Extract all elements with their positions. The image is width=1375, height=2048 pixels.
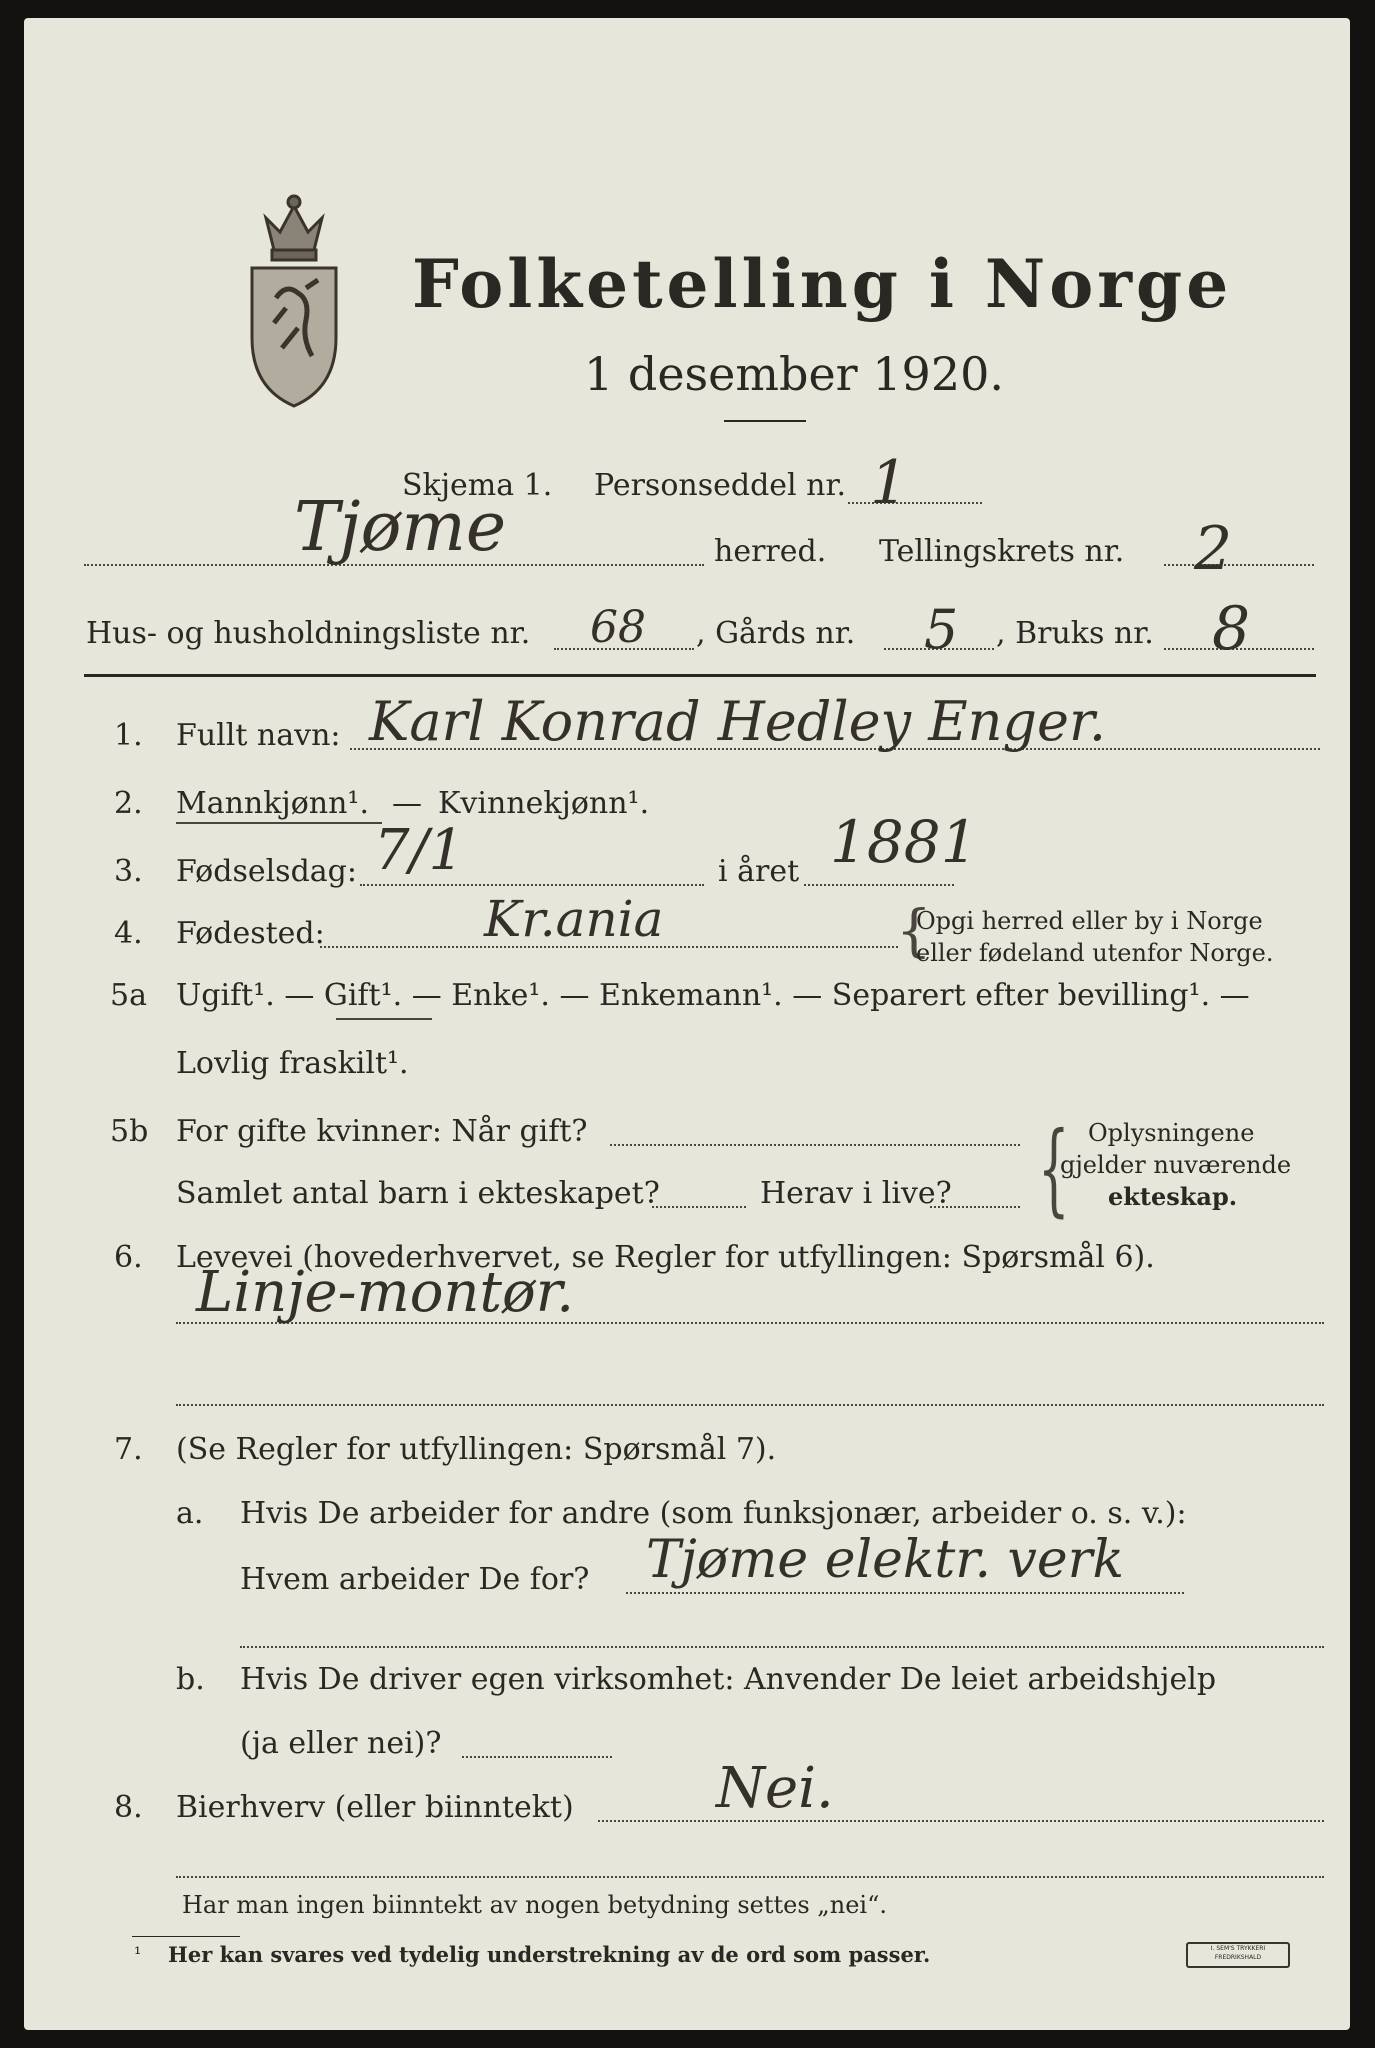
q7a-letter: a. (176, 1496, 204, 1531)
bruks-label: , Bruks nr. (996, 616, 1154, 651)
employer-label: Hvem arbeider De for? (240, 1562, 590, 1597)
q6-number: 6. (114, 1240, 143, 1275)
q4-label: Fødested: (176, 916, 325, 951)
occupation-label: Levevei (hovederhvervet, se Regler for utfyllingen: Spørsmål 6). (176, 1240, 1155, 1275)
occupation-field-2[interactable] (176, 1404, 1324, 1406)
footnote-mark: ¹ (134, 1944, 142, 1965)
marital-status-options[interactable]: Ugift¹. — Gift¹. — Enke¹. — Enkemann¹. — Separert efter bevilling¹. — (176, 978, 1250, 1013)
skjema-label: Skjema 1. (402, 468, 553, 503)
q3-label: Fødselsdag: (176, 854, 357, 889)
q7b-letter: b. (176, 1662, 205, 1697)
q7b-question: Hvis De driver egen virksomhet: Anvender De leiet arbeidshjelp (240, 1662, 1217, 1697)
herred-label: herred. (714, 534, 827, 569)
brace-q4: { (896, 899, 932, 964)
personseddel-field[interactable] (848, 502, 982, 504)
q2-number: 2. (114, 786, 143, 821)
q7-label: (Se Regler for utfyllingen: Spørsmål 7). (176, 1432, 777, 1467)
marriage-note-1: Oplysningene (1088, 1119, 1255, 1147)
q5a-number: 5a (110, 978, 147, 1013)
birthdate-value: 7/1 (374, 818, 465, 883)
married-underline (336, 1018, 432, 1020)
header-divider (84, 674, 1316, 677)
footnote-text: Her kan svares ved tydelig understrekning av de ord som passer. (168, 1942, 931, 1967)
q7a-question: Hvis De arbeider for andre (som funksjonær, arbeider o. s. v.): (240, 1496, 1187, 1531)
norwegian-coat-of-arms (246, 188, 342, 410)
personseddel-label: Personseddel nr. (594, 468, 847, 503)
gards-value: 5 (924, 598, 959, 661)
employer-value: Tjøme elektr. verk (646, 1530, 1125, 1590)
occupation-value: Linje-montør. (196, 1260, 575, 1325)
title-divider (724, 420, 806, 422)
employer-field[interactable] (626, 1592, 1184, 1594)
tellingskrets-label: Tellingskrets nr. (879, 534, 1125, 569)
q1-label: Fullt navn: (176, 718, 341, 753)
male-option[interactable]: Mannkjønn¹. (176, 786, 369, 821)
herred-value: Tjøme (294, 488, 507, 567)
sex-dash: — (392, 786, 422, 821)
birthplace-note-2: eller fødeland utenfor Norge. (916, 939, 1274, 967)
census-form-sheet (24, 18, 1350, 2030)
q1-number: 1. (114, 718, 143, 753)
full-name-value: Karl Konrad Hedley Enger. (369, 690, 1106, 753)
children-alive-label: Herav i live? (760, 1176, 952, 1211)
children-count-field[interactable] (652, 1206, 746, 1208)
birth-year-value: 1881 (830, 808, 978, 876)
printer-stamp-text: I. SEM'S TRYKKERI FREDRIKSHALD (1210, 1945, 1266, 1961)
marriage-note-2: gjelder nuværende (1060, 1151, 1292, 1179)
gards-label: , Gårds nr. (696, 616, 856, 651)
secondary-income-field-2[interactable] (176, 1876, 1324, 1878)
brace-q5b: { (1037, 1110, 1070, 1227)
household-list-label: Hus- og husholdningsliste nr. (86, 616, 531, 651)
secondary-income-field[interactable] (598, 1820, 1324, 1822)
secondary-income-value: Nei. (716, 1756, 834, 1821)
children-count-label: Samlet antal barn i ekteskapet? (176, 1176, 660, 1211)
birth-year-field[interactable] (804, 884, 954, 886)
year-label: i året (718, 854, 800, 889)
employer-field-2[interactable] (240, 1646, 1324, 1648)
form-title: Folketelling i Norge (412, 245, 1233, 323)
q7-number: 7. (114, 1432, 143, 1467)
tellingskrets-field[interactable] (1164, 564, 1314, 566)
no-income-note: Har man ingen biinntekt av nogen betydning settes „nei“. (182, 1891, 887, 1919)
secondary-income-label: Bierhverv (eller biinntekt) (176, 1790, 574, 1825)
married-when-label: For gifte kvinner: Når gift? (176, 1114, 588, 1149)
q3-number: 3. (114, 854, 143, 889)
q4-number: 4. (114, 916, 143, 951)
q8-number: 8. (114, 1790, 143, 1825)
female-option[interactable]: Kvinnekjønn¹. (438, 786, 650, 821)
tellingskrets-value: 2 (1194, 514, 1233, 584)
male-underline (176, 822, 382, 824)
census-date: 1 desember 1920. (584, 347, 1004, 401)
hired-help-field[interactable] (462, 1756, 612, 1758)
footnote-divider (132, 1936, 240, 1937)
bruks-value: 8 (1212, 594, 1251, 664)
q5b-number: 5b (110, 1114, 149, 1149)
married-when-field[interactable] (610, 1144, 1020, 1146)
divorced-option[interactable]: Lovlig fraskilt¹. (176, 1046, 409, 1081)
marriage-note-3: ekteskap. (1108, 1182, 1238, 1211)
birthplace-value: Kr.ania (484, 890, 664, 948)
printer-stamp (1186, 1942, 1290, 1968)
hired-help-label: (ja eller nei)? (240, 1726, 442, 1761)
birthplace-note-1: Opgi herred eller by i Norge (916, 907, 1263, 935)
personseddel-value: 1 (870, 448, 909, 518)
household-list-value: 68 (590, 602, 646, 653)
birthdate-field[interactable] (360, 884, 704, 886)
children-alive-field[interactable] (930, 1206, 1020, 1208)
